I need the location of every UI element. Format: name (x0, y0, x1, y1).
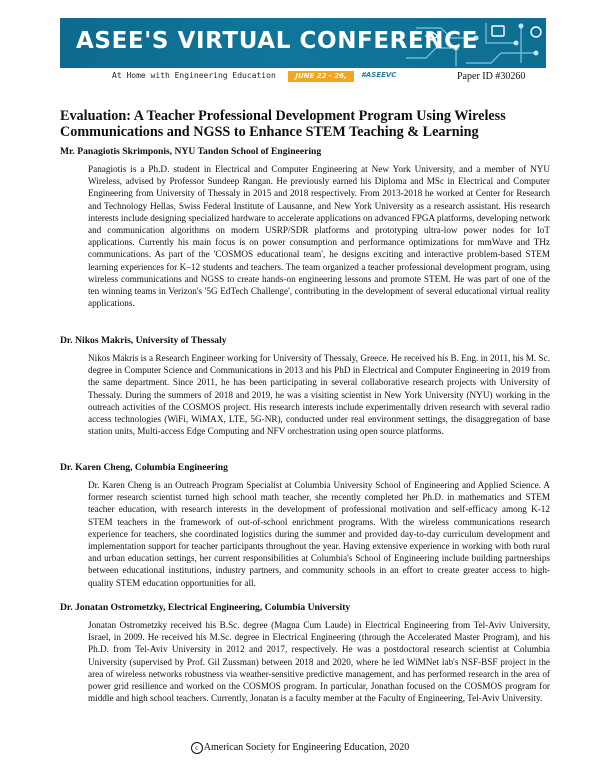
author-heading: Dr. Nikos Makris, University of Thessaly (60, 335, 227, 346)
author-section (60, 462, 550, 589)
author-heading: Dr. Jonatan Ostrometzky, Electrical Engineering, Columbia University (60, 602, 351, 613)
footer-text: American Society for Engineering Education, 2020 (203, 742, 410, 753)
banner-header-bar (60, 18, 546, 68)
author-bio: Dr. Karen Cheng is an Outreach Program Specialist at Columbia University School of Engineering and Applied Science. A former research scientist turned high school math teacher, she recently completed her Ph.D. in mathematics and STEM teacher education, with research interests in the development of professional motivation and self-efficacy among K-12 STEM teachers in the framework of out-of-school enrichment programs. With the wireless communications research experience for teachers, she coordinated logistics during the summer and provided day-to-day curriculum development and implementation support for teacher participants throughout the year. Having extensive experience in working with both rural and urban education settings, her current responsibilities at Columbia's School of Engineering include building partnerships between educational institutions, industry partners, and community schools in an effort to create greater access to high-quality STEM education opportunities for all. (88, 480, 550, 588)
author-section (60, 335, 550, 437)
author-section (60, 146, 550, 309)
author-bio: Panagiotis is a Ph.D. student in Electrical and Computer Engineering at New York University, and a member of NYU Wireless, advised by Professor Sundeep Rangan. He previously earned his Diploma and MSc in Electrical and Computer Engineering from University of Thessaly in 2015 and 2018 respectively. From 2013-2018 he worked at Center for Research and Technology Hellas, Swiss Federal Institute of Lausanne, and New York University as a research assistant. His research interests include designing specialized hardware to accelerate applications on advanced FPGA platforms, developing network and communication algorithms on modern USRP/SDR platforms and prototyping ultra-low power nodes for IoT applications. Currently his main focus is on power consumption and performance optimizations for mmWave and THz communications. As part of the 'COSMOS educational team', he designs exciting and interactive problem-based STEM learning experiences for K–12 students and teachers. The team organized a teacher professional development program, using wireless communications and NGSS to create hands-on engineering lessons and promote STEM. He was part of one of the ten winning teams in Verizon's '5G EdTech Challenge', contributing in the development of several educational virtual reality applications. (88, 164, 550, 309)
author-section (60, 602, 550, 704)
paper-id: Paper ID #30260 (457, 71, 526, 82)
page-footer (0, 742, 600, 754)
author-heading: Mr. Panagiotis Skrimponis, NYU Tandon School of Engineering (60, 146, 322, 157)
author-heading: Dr. Karen Cheng, Columbia Engineering (60, 462, 228, 473)
conference-hashtag: #ASEEVC (361, 71, 397, 79)
author-bio: Jonatan Ostrometzky received his B.Sc. degree (Magna Cum Laude) in Electrical Engineering from Tel-Aviv University, Israel, in 2009. He received his M.Sc. degree in Electrical Engineering (through the Accelerated Master Program), and his Ph.D. from Tel-Aviv University in 2012 and 2017, respectively. He was a postdoctoral research scientist at Columbia University (supervised by Prof. Gil Zussman) between 2018 and 2020, where he led WiMNet lab's NSF-BSF project in the area of wireless networks robustness via weather-sensitive predictive management, and has performed research in the area of power grid resilience and worked on the COSMOS program. In particular, Jonathan focused on the COSMOS program for middle and high school teachers. Currently, Jonatan is a faculty member at the Faculty of Engineering, Tel-Aviv University. (88, 620, 550, 704)
conference-tagline: At Home with Engineering Education (112, 71, 276, 80)
conference-dates-badge: JUNE 22 - 26, 2020 (288, 71, 354, 82)
copyright-icon: c (191, 742, 203, 754)
conference-title: ASEE'S VIRTUAL CONFERENCE (76, 28, 478, 54)
paper-title: Evaluation: A Teacher Professional Development Program Using Wireless Communications and NGSS to Enhance STEM Teaching & Learning (60, 108, 506, 140)
author-bio: Nikos Makris is a Research Engineer working for University of Thessaly, Greece. He received his B. Eng. in 2011, his M. Sc. degree in Computer Science and Communications in 2013 and his PhD in Electrical and Computer Engineering in 2019 from the same department. Since 2011, he has been participating in several collaborative research projects with University of Thessaly. During the summers of 2018 and 2019, he was a visiting scientist in New York University (NYU) working in the outreach activities of the COSMOS project. His research interests include experimentally driven research with several radio access technologies (WiFi, WiMAX, LTE, 5G-NR), conducted under real environment settings, the disaggregation of base station units, Multi-access Edge Computing and NFV orchestration using open source platforms. (88, 353, 550, 437)
